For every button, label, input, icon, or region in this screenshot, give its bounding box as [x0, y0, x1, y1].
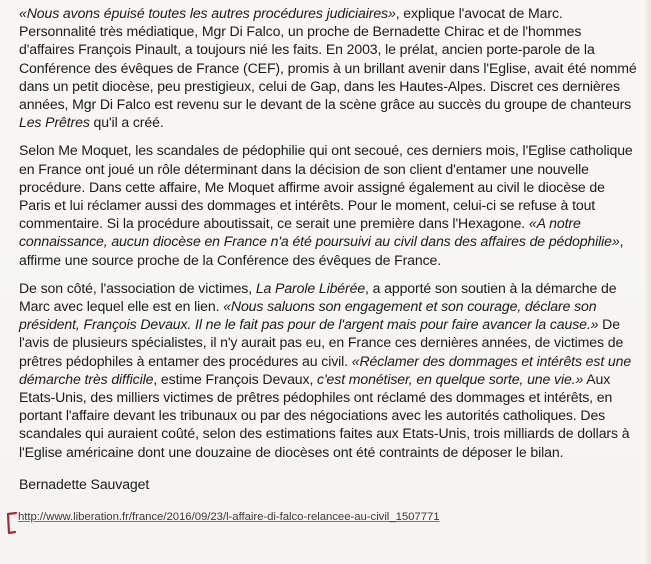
body-text: procédure. Dans cette affaire, Me Moquet affirme avoir assigné également au civil le diocèse de — [19, 178, 605, 195]
body-text: , explique l'avocat de Marc. — [395, 5, 563, 21]
italic-quote-text: connaissance, aucun diocèse en France n'a été poursuivi au civil dans des affaires de pédophilie» — [19, 233, 620, 250]
paragraph-1 — [19, 4, 643, 131]
text-line — [19, 315, 643, 333]
text-line — [19, 141, 643, 159]
text-line — [19, 160, 643, 178]
body-text: qu'il a créé. — [89, 114, 164, 131]
body-text: dans un petit diocèse, peu prestigieux, celui de Gap, dans les Hautes-Alpes. Discret ces dernières — [19, 77, 620, 94]
text-line — [19, 22, 643, 40]
italic-quote-text: «A notre — [528, 215, 581, 232]
source-link[interactable]: http://www.liberation.fr/france/2016/09/23/l-affaire-di-falco-relancee-au-civil_1507771 — [18, 511, 440, 523]
body-text: l'avis de plusieurs spécialistes, il n'y aurait pas eu, en France ces dernières années, de victimes de — [19, 334, 624, 351]
text-line — [19, 333, 643, 351]
italic-quote-text: «Réclamer des dommages et intérêts est une — [351, 352, 632, 369]
italic-quote-text: c'est monétiser, en quelque sorte, une vie.» — [317, 370, 584, 387]
text-line — [19, 443, 643, 461]
body-text: , a apporté son soutien à la démarche de — [365, 279, 617, 296]
italic-quote-text: «Nous avons épuisé toutes les autres procédures judiciaires» — [19, 5, 396, 21]
body-text: Paris et lui réclamer aussi des dommages et intérêts. Pour le moment, celui-ci se refuse à tout — [19, 197, 596, 214]
text-line — [19, 196, 643, 214]
body-text: scandales qui auraient coûté, selon des estimations faites aux Etats-Unis, trois milliards de dollars à — [19, 425, 630, 442]
article-body — [19, 4, 643, 493]
body-text: Aux — [583, 370, 611, 387]
body-text: , estime François Devaux, — [153, 370, 318, 387]
text-line — [19, 4, 643, 22]
text-line — [19, 232, 643, 250]
body-text: commentaire. Si la procédure aboutissait, ce serait une première dans l'Hexagone. — [19, 215, 529, 232]
body-text: De son côté, l'association de victimes, — [19, 279, 256, 296]
italic-quote-text: «Nous saluons son engagement et son courage, déclare son — [223, 298, 597, 315]
body-text: Personnalité très médiatique, Mgr Di Falco, un proche de Bernadette Chirac et de l'hommes — [19, 23, 582, 40]
text-line — [19, 370, 643, 388]
text-line — [19, 352, 643, 370]
author-byline: Bernadette Sauvaget — [19, 475, 150, 492]
body-text: , — [619, 233, 624, 250]
text-line — [19, 113, 643, 131]
body-text: prêtres pédophiles à entamer des procédures au civil. — [19, 352, 352, 369]
body-text: Conférence des évêques de France (CEF), promis à un brillant avenir dans l'Eglise, avait été nommé — [19, 59, 637, 76]
text-line — [19, 214, 643, 232]
text-line — [19, 279, 643, 297]
page-edge-shadow — [645, 0, 651, 564]
paragraph-2 — [19, 141, 643, 268]
body-text: Etats-Unis, des milliers victimes de prêtres pédophiles ont réclamé des dommages et intérêts, en — [19, 389, 613, 406]
body-text: portant l'affaire devant les tribunaux ou par des négociations avec les autorités catholiques. Des — [19, 407, 606, 424]
body-text: l'Eglise américaine dont une douzaine de diocèses ont été contraints de déposer le bilan. — [19, 443, 564, 460]
italic-quote-text: Les Prêtres — [19, 114, 90, 131]
body-text: affirme une source proche de la Conférence des évêques de France. — [19, 251, 442, 268]
body-text: De — [598, 316, 620, 333]
body-text: Selon Me Moquet, les scandales de pédophilie qui ont secoué, ces derniers mois, l'Eglise catholique — [19, 142, 633, 159]
text-line — [19, 178, 643, 196]
text-line — [19, 40, 643, 58]
text-line — [19, 77, 643, 95]
text-line — [19, 251, 643, 269]
text-line — [19, 406, 643, 424]
paragraph-3 — [19, 279, 643, 461]
body-text: en France ont joué un rôle déterminant dans la décision de son client d'entamer une nouvelle — [19, 160, 589, 177]
text-line — [19, 424, 643, 442]
bracket-mark-icon — [4, 510, 18, 536]
italic-quote-text: président, François Devaux. Il ne le fait pas pour de l'argent mais pour faire avancer la cause.» — [19, 316, 599, 333]
text-line — [19, 95, 643, 113]
text-line — [19, 59, 643, 77]
italic-quote-text: La Parole Libérée — [255, 279, 366, 296]
text-line — [19, 388, 643, 406]
body-text: d'affaires François Pinault, a toujours nié les faits. En 2003, le prélat, ancien porte-parole de la — [19, 41, 595, 58]
italic-quote-text: démarche très difficile — [19, 370, 154, 387]
body-text: Marc avec lequel elle est en lien. — [19, 298, 224, 315]
text-line — [19, 297, 643, 315]
body-text: années, Mgr Di Falco est revenu sur le devant de la scène grâce au succès du groupe de chanteurs — [19, 96, 632, 113]
